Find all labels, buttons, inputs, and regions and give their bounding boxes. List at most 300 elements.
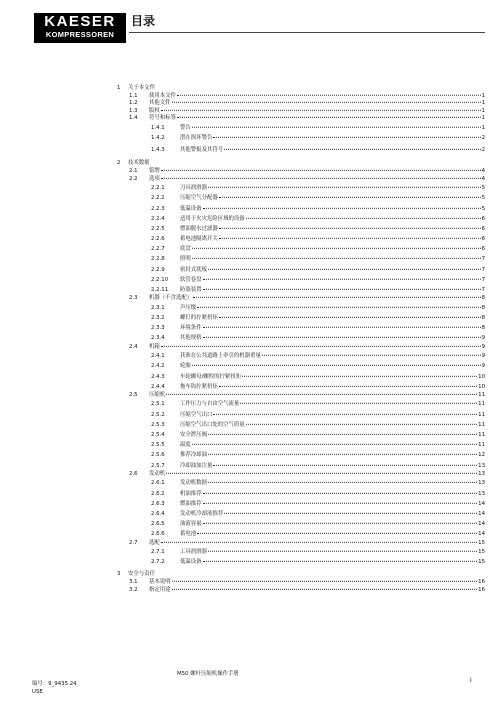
toc-entry-line — [180, 133, 485, 145]
toc-entry-title: 其他警报及其符号 — [180, 146, 224, 153]
toc-entry-title: 版权 — [149, 107, 160, 114]
toc-entry-page: 11 — [478, 391, 485, 398]
toc-dot-leader — [203, 279, 481, 280]
toc-entry-number: 2.1 — [129, 167, 138, 174]
toc-entry-title: 技术数据 — [128, 160, 150, 167]
toc-entry[interactable] — [117, 123, 485, 133]
toc-entry-title: 潜在损坏警告 — [180, 135, 213, 142]
toc-entry-page: 16 — [478, 586, 485, 593]
toc-entry[interactable] — [117, 333, 485, 343]
toc-entry[interactable] — [117, 450, 485, 460]
toc-entry-line — [149, 471, 485, 479]
toc-dot-leader — [203, 523, 478, 524]
toc-entry-page: 5 — [481, 195, 485, 202]
toc-dot-leader — [203, 337, 481, 338]
toc-entry-page: 10 — [478, 373, 485, 380]
logo-line2: KOMPRESSOREN — [45, 30, 115, 39]
toc-entry-page: 1 — [481, 100, 485, 107]
toc-entry-page: 1 — [481, 124, 485, 131]
toc-entry-number: 1.4 — [129, 115, 138, 122]
toc-entry-line — [180, 420, 485, 430]
toc-entry-line — [180, 214, 485, 224]
toc-entry-page: 13 — [478, 462, 485, 469]
toc-dot-leader — [219, 385, 477, 386]
toc-entry-number: 2.6.1 — [151, 480, 165, 487]
toc-entry-line — [180, 440, 485, 450]
toc-entry-page: 2 — [481, 135, 485, 142]
toc-dot-leader — [166, 473, 477, 474]
toc-entry-page: 4 — [481, 175, 485, 182]
toc-dot-leader — [208, 187, 481, 188]
toc-entry-title: 燃油脱水过滤器 — [180, 225, 218, 232]
toc-entry[interactable] — [117, 361, 485, 371]
toc-entry-page: 14 — [478, 510, 485, 517]
toc-entry[interactable] — [117, 295, 485, 303]
toc-entry-title: 压缩空气出口 — [180, 411, 213, 418]
toc-entry-line — [128, 571, 485, 579]
toc-entry-number: 2.3 — [129, 295, 138, 302]
toc-entry-number: 2.2 — [129, 175, 138, 182]
toc-entry-title: 工作压力与自由空气流量 — [180, 401, 240, 408]
toc-entry-number: 1.4.2 — [151, 135, 165, 142]
toc-entry-line — [180, 410, 485, 420]
toc-entry-line — [180, 489, 485, 499]
toc-entry-title: 车轮螺母/螺栓的拧紧扭矩 — [180, 373, 242, 380]
toc-entry-title: 符号和标签 — [149, 115, 176, 122]
toc-entry[interactable] — [117, 93, 485, 101]
toc-dot-leader — [203, 503, 478, 504]
toc-entry[interactable] — [117, 410, 485, 420]
toc-dot-leader — [213, 413, 477, 414]
toc-entry-number: 2.2.7 — [151, 246, 165, 253]
footer-doc-number: 编号：9_9435 24 — [32, 681, 77, 687]
toc-entry-title: 工具润滑器 — [180, 549, 207, 556]
toc-entry-title: 机箱 — [149, 343, 160, 350]
toc-entry-line — [180, 145, 485, 157]
toc-entry[interactable] — [117, 254, 485, 264]
toc-entry-number: 2.2.9 — [151, 266, 165, 273]
toc-entry-line — [180, 265, 485, 275]
toc-entry-number: 2.5.4 — [151, 432, 165, 439]
toc-dot-leader — [208, 434, 477, 435]
toc-entry-title: 发动机 — [149, 470, 166, 477]
toc-entry-number: 2.4.2 — [151, 363, 165, 370]
page-title: 目录 — [131, 14, 156, 28]
toc-entry[interactable] — [117, 183, 485, 193]
toc-entry[interactable] — [117, 303, 485, 313]
toc-entry[interactable] — [117, 265, 485, 275]
toc-entry-line — [128, 160, 485, 168]
toc-entry-title: 使用本文件 — [149, 92, 176, 99]
toc-entry-title: 关于本文件 — [128, 85, 155, 91]
toc-entry-title: 照明 — [180, 256, 191, 263]
toc-entry-number: 2.7 — [129, 539, 138, 546]
toc-entry-page: 8 — [481, 325, 485, 332]
toc-entry-page: 14 — [478, 500, 485, 507]
toc-entry-number: 2 — [117, 160, 121, 167]
toc-entry-number: 1.4.3 — [151, 146, 165, 153]
toc-entry-line — [180, 204, 485, 214]
toc-dot-leader — [224, 149, 480, 150]
toc-entry-page: 1 — [481, 92, 485, 99]
toc-entry-line — [180, 123, 485, 133]
toc-entry-page: 5 — [481, 205, 485, 212]
toc-entry[interactable] — [117, 489, 485, 499]
toc-dot-leader — [161, 110, 481, 111]
toc-dot-leader — [246, 217, 481, 218]
toc-entry-title: 油液容量 — [180, 521, 202, 528]
toc-entry-number: 2.2.2 — [151, 195, 165, 202]
toc-entry[interactable] — [117, 461, 485, 471]
toc-entry-number: 3.1 — [129, 579, 138, 586]
toc-dot-leader — [161, 177, 481, 178]
toc-entry-line — [149, 392, 485, 400]
toc-entry[interactable] — [117, 529, 485, 539]
toc-dot-leader — [192, 248, 481, 249]
toc-entry[interactable] — [117, 430, 485, 440]
toc-entry-number: 2.3.3 — [151, 325, 165, 332]
toc-entry[interactable] — [117, 509, 485, 519]
toc-entry-line — [180, 430, 485, 440]
toc-entry[interactable] — [117, 471, 485, 479]
toc-entry-page: 7 — [481, 266, 485, 273]
toc-entry-number: 2.7.1 — [151, 549, 165, 556]
toc-entry-title: 环境条件 — [180, 325, 202, 332]
toc-entry-number: 3 — [117, 571, 121, 578]
toc-dot-leader — [192, 127, 481, 128]
toc-entry-title: 防盗装置 — [180, 287, 202, 293]
toc-entry-title: 安全泄压阀 — [180, 432, 207, 439]
logo-line1: KAESER — [44, 13, 116, 30]
toc-dot-leader — [161, 541, 477, 542]
toc-entry-line — [180, 519, 485, 529]
toc-dot-leader — [192, 365, 481, 366]
toc-entry-page: 9 — [481, 343, 485, 350]
toc-entry[interactable] — [117, 145, 485, 157]
toc-entry[interactable] — [117, 168, 485, 176]
toc-entry-number: 2.6 — [129, 470, 138, 477]
footer-manual-title: M50 螺杆压缩机操作手册 — [177, 671, 239, 677]
toc-entry-page: 1 — [481, 115, 485, 122]
toc-entry[interactable] — [117, 344, 485, 352]
toc-entry-line — [180, 450, 485, 460]
toc-entry[interactable] — [117, 133, 485, 145]
toc-entry-line — [149, 295, 485, 303]
toc-entry-line — [180, 244, 485, 254]
toc-entry-page: 6 — [481, 225, 485, 232]
toc-dot-leader — [193, 297, 480, 298]
toc-entry-number: 2.2.6 — [151, 236, 165, 243]
toc-entry-line — [180, 372, 485, 382]
toc-entry-line — [180, 323, 485, 333]
toc-entry-number: 1.4.1 — [151, 124, 165, 131]
footer-language: USE — [32, 689, 43, 695]
toc-entry-line — [149, 579, 485, 587]
toc-entry[interactable] — [117, 204, 485, 214]
toc-entry-number: 2.6.6 — [151, 531, 165, 538]
toc-entry[interactable] — [117, 420, 485, 430]
toc-entry-line — [180, 399, 485, 409]
toc-dot-leader — [203, 207, 481, 208]
toc-entry-title: 获准在公共道路上牵引的机器重量 — [180, 353, 261, 360]
toc-entry[interactable] — [117, 160, 485, 168]
toc-entry[interactable] — [117, 100, 485, 108]
toc-entry[interactable] — [117, 323, 485, 333]
toc-entry[interactable] — [117, 399, 485, 409]
toc-entry-title: 选项 — [149, 175, 160, 182]
toc-dot-leader — [172, 102, 481, 103]
toc-entry-page: 9 — [481, 335, 485, 342]
toc-entry-page: 2 — [481, 146, 485, 153]
toc-entry-number: 2.5.7 — [151, 462, 165, 469]
toc-entry-page: 13 — [478, 470, 485, 477]
toc-entry-page: 9 — [481, 353, 485, 360]
toc-entry-page: 15 — [478, 549, 485, 556]
toc-entry[interactable] — [117, 115, 485, 123]
toc-entry[interactable] — [117, 571, 485, 579]
toc-entry-line — [180, 557, 485, 567]
toc-entry[interactable] — [117, 547, 485, 557]
toc-entry-number: 2.6.4 — [151, 510, 165, 517]
toc-entry-page: 11 — [478, 432, 485, 439]
toc-entry-line — [180, 351, 485, 361]
toc-entry-title: 适用于火灾危险区域的设备 — [180, 215, 245, 222]
toc-entry-title: 刀具润滑器 — [180, 185, 207, 192]
toc-dot-leader — [213, 464, 477, 465]
toc-entry-page: 7 — [481, 287, 485, 293]
toc-entry-number: 2.4.3 — [151, 373, 165, 380]
toc-entry[interactable] — [117, 579, 485, 587]
toc-entry-number: 1.3 — [129, 107, 138, 114]
toc-entry-number: 2.2.10 — [151, 276, 169, 283]
toc-entry-title: 基本说明 — [149, 579, 171, 586]
toc-entry[interactable] — [117, 285, 485, 295]
toc-entry-number: 2.5.5 — [151, 442, 165, 449]
toc-entry[interactable] — [117, 540, 485, 548]
toc-dot-leader — [219, 197, 481, 198]
toc-entry-line — [149, 108, 485, 116]
toc-entry-line — [180, 461, 485, 471]
toc-entry-title: 发动机冷却液推荐 — [180, 510, 224, 517]
toc-entry-page: 8 — [481, 304, 485, 311]
toc-dot-leader — [203, 327, 481, 328]
toc-entry-page: 9 — [481, 363, 485, 370]
toc-dot-leader — [177, 94, 481, 95]
toc-entry-page: 10 — [478, 383, 485, 390]
toc-entry[interactable] — [117, 214, 485, 224]
toc-entry-number: 2.5.1 — [151, 401, 165, 408]
toc-entry-line — [149, 176, 485, 184]
toc-entry-line — [180, 509, 485, 519]
toc-entry-number: 2.3.1 — [151, 304, 165, 311]
toc-entry[interactable] — [117, 499, 485, 509]
toc-entry-title: 低温设备 — [180, 559, 202, 566]
toc-dot-leader — [203, 289, 481, 290]
toc-dot-leader — [177, 117, 481, 118]
toc-dot-leader — [203, 492, 478, 493]
toc-entry-page: 7 — [481, 256, 485, 263]
toc-dot-leader — [172, 588, 478, 589]
toc-entry[interactable] — [117, 372, 485, 382]
toc-entry-line — [180, 193, 485, 203]
toc-dot-leader — [197, 533, 477, 534]
toc-entry-number: 3.2 — [129, 586, 138, 593]
toc-entry-title: 警告 — [180, 124, 191, 131]
toc-entry-page: 13 — [478, 490, 485, 497]
toc-entry-number: 2.6.5 — [151, 521, 165, 528]
toc-entry-page: 15 — [478, 559, 485, 566]
header-divider — [129, 32, 485, 33]
toc-dot-leader — [246, 424, 477, 425]
toc-entry-line — [180, 361, 485, 371]
toc-entry[interactable] — [117, 351, 485, 361]
toc-entry-title: 燃油推荐 — [180, 500, 202, 507]
toc-entry-page: 11 — [478, 442, 485, 449]
toc-entry-title: 安全与责任 — [128, 571, 155, 578]
toc-entry-line — [128, 85, 485, 93]
toc-dot-leader — [192, 444, 477, 445]
toc-entry-number: 2.3.2 — [151, 314, 165, 321]
toc-entry-page: 12 — [478, 452, 485, 459]
toc-entry-title: 温度 — [180, 442, 191, 449]
toc-entry-title: 指定用途 — [149, 586, 171, 593]
footer-page-number: i — [470, 676, 472, 684]
toc-entry-title: 声压级 — [180, 304, 197, 311]
toc-entry-title: 软管卷盘 — [180, 276, 202, 283]
toc-entry-number: 2.4 — [129, 343, 138, 350]
toc-entry-page: 11 — [478, 421, 485, 428]
toc-entry-number: 1.1 — [129, 92, 138, 99]
toc-dot-leader — [208, 268, 481, 269]
table-of-contents — [117, 85, 485, 594]
toc-entry-number: 2.4.1 — [151, 353, 165, 360]
toc-entry-line — [149, 587, 485, 595]
toc-entry-number: 2.7.2 — [151, 559, 165, 566]
toc-dot-leader — [213, 137, 480, 138]
toc-entry-number: 2.5 — [129, 391, 138, 398]
toc-entry-line — [180, 285, 485, 295]
toc-entry-number: 2.4.4 — [151, 383, 165, 390]
toc-entry-title: 冷却油加注量 — [180, 462, 213, 469]
toc-dot-leader — [240, 403, 477, 404]
toc-entry[interactable] — [117, 313, 485, 323]
toc-entry-number: 1 — [117, 85, 121, 91]
toc-entry-page: 15 — [478, 539, 485, 546]
toc-dot-leader — [242, 375, 477, 376]
toc-dot-leader — [197, 307, 480, 308]
toc-dot-leader — [208, 482, 477, 483]
toc-entry-number: 2.2.8 — [151, 256, 165, 263]
toc-dot-leader — [219, 238, 481, 239]
toc-entry[interactable] — [117, 587, 485, 595]
toc-entry[interactable] — [117, 557, 485, 567]
toc-entry[interactable] — [117, 193, 485, 203]
toc-dot-leader — [192, 258, 481, 259]
toc-entry-title: 其他规格 — [180, 335, 202, 342]
toc-entry-title: 其他文件 — [149, 100, 171, 107]
toc-entry[interactable] — [117, 382, 485, 392]
toc-entry-title: 选配 — [149, 539, 160, 546]
toc-entry-line — [180, 254, 485, 264]
toc-entry-page: 11 — [478, 411, 485, 418]
toc-entry-title: 压缩机 — [149, 391, 166, 398]
toc-entry-number: 1.2 — [129, 100, 138, 107]
toc-entry-number: 2.2.3 — [151, 205, 165, 212]
toc-entry-page: 4 — [481, 167, 485, 174]
toc-entry-line — [149, 344, 485, 352]
toc-dot-leader — [166, 394, 477, 395]
toc-dot-leader — [203, 561, 478, 562]
toc-dot-leader — [219, 228, 481, 229]
toc-entry-page: 14 — [478, 531, 485, 538]
toc-entry-number: 2.5.2 — [151, 411, 165, 418]
toc-entry-title: 蓄电池 — [180, 531, 197, 538]
toc-entry-title: 机器（不含选配） — [149, 295, 193, 302]
toc-entry-title: 机油推荐 — [180, 490, 202, 497]
toc-entry-page: 8 — [481, 295, 485, 302]
toc-entry-number: 2.5.3 — [151, 421, 165, 428]
toc-entry-page: 1 — [481, 107, 485, 114]
toc-entry-line — [180, 547, 485, 557]
toc-entry-page: 6 — [481, 246, 485, 253]
toc-entry[interactable] — [117, 224, 485, 234]
toc-entry-line — [180, 234, 485, 244]
toc-entry[interactable] — [117, 85, 485, 93]
toc-entry-title: 密封式底板 — [180, 266, 207, 273]
toc-entry-page: 6 — [481, 215, 485, 222]
toc-entry-title: 推荐冷却油 — [180, 452, 207, 459]
toc-entry[interactable] — [117, 234, 485, 244]
toc-entry-number: 2.2.5 — [151, 225, 165, 232]
toc-dot-leader — [172, 581, 478, 582]
toc-entry-page: 8 — [481, 314, 485, 321]
toc-entry-title: 拖车钩拧紧扭矩 — [180, 383, 218, 390]
toc-entry-line — [180, 224, 485, 234]
toc-entry-number: 2.6.3 — [151, 500, 165, 507]
toc-dot-leader — [208, 454, 477, 455]
toc-dot-leader — [219, 317, 481, 318]
toc-entry-line — [180, 478, 485, 488]
footer-document-id — [32, 680, 77, 696]
toc-dot-leader — [161, 345, 481, 346]
toc-entry-page: 7 — [481, 276, 485, 283]
toc-entry[interactable] — [117, 440, 485, 450]
toc-entry-number: 2.2.1 — [151, 185, 165, 192]
toc-entry-page: 13 — [478, 480, 485, 487]
toc-entry[interactable] — [117, 176, 485, 184]
toc-entry[interactable] — [117, 275, 485, 285]
toc-entry-title: 压缩空气分配器 — [180, 195, 218, 202]
toc-entry-line — [180, 382, 485, 392]
toc-entry-number: 2.3.4 — [151, 335, 165, 342]
toc-entry-page: 5 — [481, 185, 485, 192]
kaeser-logo — [34, 13, 126, 43]
toc-entry[interactable] — [117, 519, 485, 529]
toc-entry-number: 2.5.6 — [151, 452, 165, 459]
toc-entry-line — [149, 100, 485, 108]
toc-entry-number: 2.6.2 — [151, 490, 165, 497]
toc-entry-title: 铭牌 — [149, 167, 160, 174]
toc-entry-line — [180, 303, 485, 313]
toc-entry-number: 2.2.4 — [151, 215, 165, 222]
toc-entry-line — [149, 115, 485, 123]
toc-entry[interactable] — [117, 478, 485, 488]
toc-entry-line — [149, 93, 485, 101]
toc-entry-line — [180, 313, 485, 323]
toc-entry-page: 11 — [478, 401, 485, 408]
toc-entry[interactable] — [117, 392, 485, 400]
toc-entry[interactable] — [117, 244, 485, 254]
